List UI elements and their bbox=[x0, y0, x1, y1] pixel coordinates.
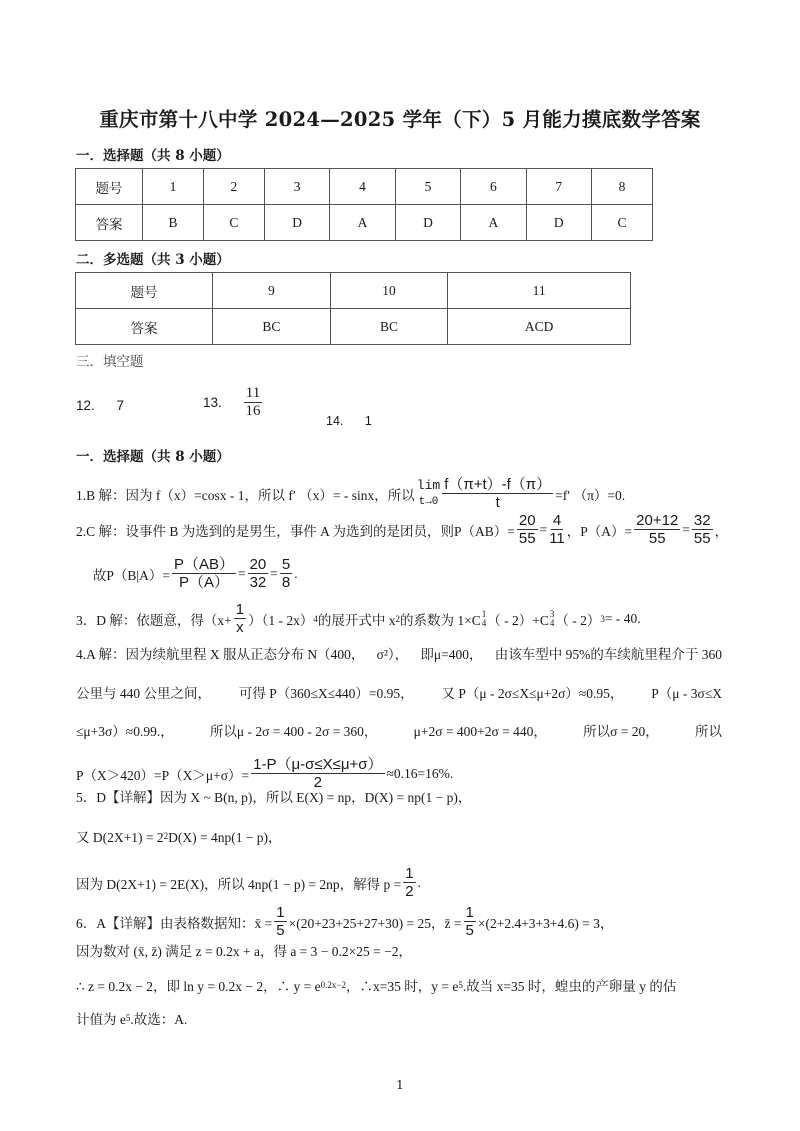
section-heading-single-choice: 一．选择题（共 8 小题） bbox=[76, 148, 230, 164]
superscript: 5 bbox=[125, 1013, 131, 1023]
fraction bbox=[403, 865, 415, 901]
text-segment: 5．D【详解】因为 X ~ B(n, p)，所以 E(X) = np，D(X) = np(1 − p)， bbox=[76, 790, 472, 805]
answer-14 bbox=[326, 414, 372, 428]
table-cell: A bbox=[461, 205, 526, 241]
table-row-answers bbox=[76, 309, 631, 345]
table-cell: 4 bbox=[330, 169, 395, 205]
numerator: f（π+t）-f（π） bbox=[444, 476, 552, 493]
combination-indices bbox=[482, 610, 487, 628]
text-segment: ）（1 - 2x） bbox=[248, 612, 314, 628]
fraction bbox=[634, 512, 680, 548]
table-row-answers bbox=[76, 205, 653, 241]
text-segment: = - 40. bbox=[604, 610, 641, 626]
numerator: 20+12 bbox=[636, 512, 679, 529]
answer-14-value: 1 bbox=[364, 414, 372, 428]
row-label-cell: 题号 bbox=[76, 169, 143, 205]
denominator: 32 bbox=[249, 574, 267, 592]
text-segment: 因为 D(2X+1) = 2E(X)，所以 4np(1 − p) = 2np，解得 p = bbox=[76, 876, 402, 892]
superscript: 2 bbox=[395, 613, 400, 624]
text-segment: 6．A【详解】由表格数据知：x̄ = bbox=[76, 915, 273, 931]
text-segment: 2.C 解：设事件 B 为选到的是男生，事件 A 为选到的是团员，则P（AB）= bbox=[76, 523, 515, 539]
table-cell: C bbox=[203, 205, 264, 241]
text-segment: ∴ z = 0.2x − 2，即 ln y = 0.2x − 2，∴ y = e bbox=[76, 979, 321, 994]
text-segment: . bbox=[294, 565, 298, 581]
limit-operator bbox=[417, 478, 440, 509]
table-cell: 1 bbox=[143, 169, 204, 205]
solution-line bbox=[76, 601, 641, 637]
table-cell: 6 bbox=[461, 169, 526, 205]
text-segment: （ - 2） bbox=[555, 612, 601, 628]
text-segment: 即μ=400， bbox=[420, 647, 483, 662]
text-segment: = bbox=[539, 521, 548, 537]
superscript: 2 bbox=[163, 831, 169, 841]
table-cell: A bbox=[330, 205, 395, 241]
text-segment: . bbox=[417, 874, 422, 890]
table-row-question-numbers bbox=[76, 273, 631, 309]
solution-line bbox=[76, 1008, 187, 1028]
limit-symbol: lim bbox=[416, 478, 441, 494]
denominator: x bbox=[236, 619, 244, 637]
fraction bbox=[172, 556, 236, 592]
table-cell: 9 bbox=[213, 273, 331, 309]
answer-12-value: 7 bbox=[116, 398, 125, 413]
denominator: t bbox=[495, 494, 500, 512]
text-segment: 又 D(2X+1) = 2 bbox=[76, 830, 164, 845]
fraction bbox=[442, 476, 553, 512]
table-cell: 3 bbox=[264, 169, 329, 205]
numerator: 1 bbox=[405, 865, 414, 882]
denominator: 16 bbox=[245, 403, 261, 420]
row-label-cell: 答案 bbox=[76, 205, 143, 241]
superscript: 3 bbox=[600, 613, 605, 624]
denominator: P（A） bbox=[178, 574, 229, 592]
single-choice-answer-table bbox=[75, 168, 653, 241]
numerator: 32 bbox=[693, 512, 711, 529]
answer-13-label: 13. bbox=[203, 395, 222, 411]
table-cell: C bbox=[592, 205, 653, 241]
solution-line bbox=[76, 904, 614, 940]
denominator: 11 bbox=[549, 530, 565, 548]
text-segment: = bbox=[270, 565, 278, 581]
numerator: 5 bbox=[281, 556, 291, 573]
table-cell: 11 bbox=[448, 273, 631, 309]
table-cell: D bbox=[395, 205, 460, 241]
text-segment: 的展开式中 x bbox=[317, 612, 396, 628]
fraction bbox=[549, 512, 565, 548]
text-segment: = bbox=[682, 521, 690, 537]
answer-14-label: 14. bbox=[326, 414, 344, 428]
text-segment: 4.A 解：因为续航里程 X 服从正态分布 N（400， bbox=[76, 647, 365, 662]
numerator: 20 bbox=[518, 512, 536, 529]
solution-line bbox=[76, 682, 722, 702]
text-segment: 所以μ - 2σ = 400 - 2σ = 360， bbox=[209, 724, 378, 739]
text-segment: = bbox=[237, 565, 246, 581]
solution-line bbox=[76, 786, 471, 806]
table-cell: 2 bbox=[203, 169, 264, 205]
text-segment: P（μ - 3σ≤X bbox=[651, 686, 722, 701]
subscript: 4 bbox=[481, 617, 487, 628]
table-cell: 8 bbox=[592, 169, 653, 205]
row-label-cell: 题号 bbox=[76, 273, 213, 309]
table-cell: BC bbox=[330, 309, 448, 345]
superscript: 3 bbox=[549, 608, 555, 619]
denominator: 5 bbox=[465, 922, 474, 940]
superscript: 5 bbox=[458, 980, 463, 990]
page-number: 1 bbox=[396, 1078, 404, 1092]
text-segment: .故选：A. bbox=[130, 1012, 188, 1027]
solution-line bbox=[76, 720, 722, 740]
subscript: 4 bbox=[549, 617, 555, 628]
denominator: 8 bbox=[281, 574, 291, 592]
superscript: 1 bbox=[481, 608, 487, 619]
section-heading-fill-blank: 三．填空题 bbox=[76, 354, 144, 370]
text-segment: 3．D 解：依题意，得（x+ bbox=[76, 612, 232, 628]
text-segment: 故P（B|A）= bbox=[76, 567, 170, 583]
numerator: 1-P（μ-σ≤X≤μ+σ） bbox=[253, 756, 383, 773]
text-segment: ， bbox=[714, 523, 729, 539]
numerator: 20 bbox=[249, 556, 267, 573]
superscript: 4 bbox=[313, 613, 318, 624]
text-segment: .故当 x=35 时，蝗虫的产卵量 y 的估 bbox=[462, 979, 677, 994]
denominator: 2 bbox=[313, 774, 322, 792]
solution-line bbox=[76, 476, 625, 512]
text-segment: ×(2+2.4+3+3+4.6) = 3， bbox=[477, 915, 614, 931]
denominator: 55 bbox=[518, 530, 536, 548]
text-segment: 计值为 e bbox=[76, 1012, 126, 1027]
text-segment: =f′ （π）=0. bbox=[555, 487, 626, 503]
table-row-question-numbers bbox=[76, 169, 653, 205]
numerator: 4 bbox=[552, 512, 562, 529]
text-segment: 的系数为 1×C bbox=[399, 612, 481, 628]
table-cell: ACD bbox=[448, 309, 631, 345]
text-segment: 1.B 解：因为 f（x）=cosx - 1，所以 f′ （x）= - sinx，所以 bbox=[76, 487, 415, 503]
solution-line bbox=[76, 826, 282, 846]
solution-line bbox=[76, 975, 676, 995]
fraction bbox=[280, 556, 292, 592]
answer-12-label: 12. bbox=[76, 398, 95, 413]
fraction bbox=[517, 512, 538, 548]
solution-line bbox=[76, 643, 722, 663]
numerator: 1 bbox=[276, 904, 285, 921]
fraction bbox=[248, 556, 269, 592]
solution-line bbox=[76, 512, 728, 548]
section-heading-solutions: 一．选择题（共 8 小题） bbox=[76, 449, 230, 465]
text-segment: ，P（A）= bbox=[566, 523, 633, 539]
text-segment: 又 P（μ - 2σ≤X≤μ+2σ）≈0.95， bbox=[441, 686, 624, 701]
text-segment: 可得 P（360≤X≤440）=0.95， bbox=[238, 686, 414, 701]
numerator: 11 bbox=[244, 385, 262, 403]
numerator: 1 bbox=[465, 904, 474, 921]
fraction bbox=[692, 512, 713, 548]
table-cell: 5 bbox=[395, 169, 460, 205]
numerator: 1 bbox=[235, 601, 245, 618]
text-segment: D(X) = 4np(1 − p)， bbox=[168, 830, 282, 845]
solution-line bbox=[76, 940, 412, 960]
combination-indices bbox=[550, 610, 555, 628]
table-cell: 10 bbox=[330, 273, 448, 309]
answer-13-fraction bbox=[244, 385, 262, 421]
denominator: 2 bbox=[405, 883, 414, 901]
text-segment: ，∴x=35 时，y = e bbox=[345, 979, 459, 994]
solution-line bbox=[76, 556, 298, 592]
text-segment: 所以σ = 20， bbox=[583, 724, 659, 739]
table-cell: 7 bbox=[526, 169, 591, 205]
table-cell: BC bbox=[213, 309, 331, 345]
text-segment: μ+2σ = 400+2σ = 440， bbox=[413, 724, 547, 739]
multi-choice-answer-table bbox=[75, 272, 631, 345]
solution-line bbox=[76, 865, 421, 901]
row-label-cell: 答案 bbox=[76, 309, 213, 345]
text-segment: ≤μ+3σ）≈0.99.， bbox=[76, 724, 174, 739]
text-segment: 由该车型中 95%的车续航里程介于 360 bbox=[494, 647, 722, 662]
text-segment: ×(20+23+25+27+30) = 25，z̄ = bbox=[288, 915, 462, 931]
text-segment: 所以 bbox=[695, 724, 722, 739]
table-cell: D bbox=[264, 205, 329, 241]
section-heading-multi-choice: 二．多选题（共 3 小题） bbox=[76, 252, 230, 268]
text-segment: 公里与 440 公里之间， bbox=[76, 686, 211, 701]
answer-12 bbox=[76, 398, 124, 413]
table-cell: B bbox=[143, 205, 204, 241]
document-title: 重庆市第十八中学 2024—2025 学年（下）5 月能力摸底数学答案 bbox=[99, 108, 701, 131]
denominator: 5 bbox=[276, 922, 285, 940]
fraction bbox=[274, 904, 286, 940]
text-segment: ≈0.16=16%. bbox=[386, 765, 454, 781]
fraction bbox=[464, 904, 476, 940]
superscript: 0.2x−2 bbox=[320, 980, 346, 990]
answer-13 bbox=[203, 385, 264, 421]
text-segment: 因为数对 (x̄, z̄) 满足 z = 0.2x + a，得 a = 3 − 0.2×25 = −2， bbox=[76, 944, 413, 959]
text-segment: σ²）， bbox=[376, 647, 409, 662]
table-cell: D bbox=[526, 205, 591, 241]
text-segment: （ - 2）+C bbox=[487, 612, 549, 628]
denominator: 55 bbox=[693, 530, 711, 548]
fraction bbox=[234, 601, 246, 637]
numerator: P（AB） bbox=[173, 556, 234, 573]
denominator: 55 bbox=[648, 530, 666, 548]
limit-subscript: t→0 bbox=[418, 496, 439, 509]
text-segment: P（X＞420）=P（X＞μ+σ）= bbox=[76, 767, 250, 783]
